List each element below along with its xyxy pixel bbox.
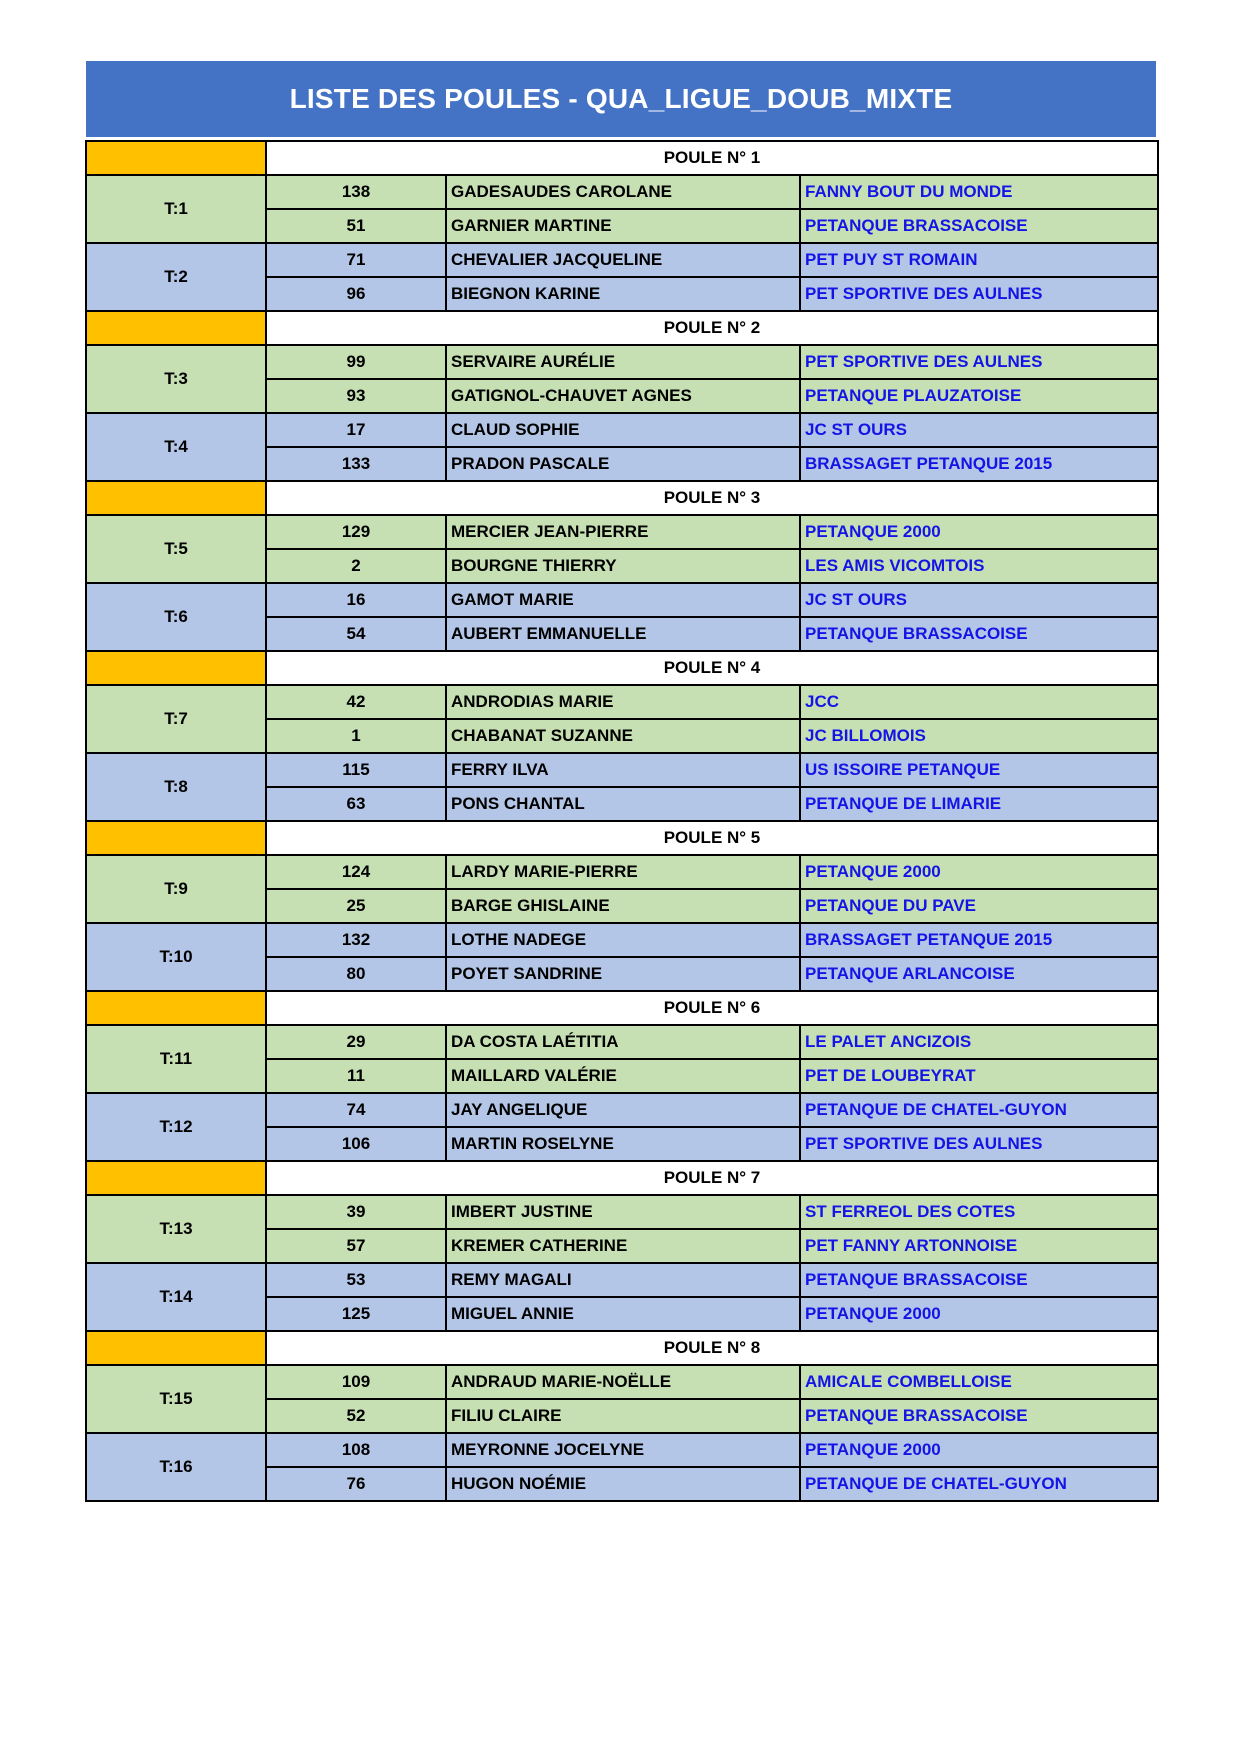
player-number: 16 [266,583,446,617]
player-row [86,243,1158,277]
club-name: AMICALE COMBELLOISE [800,1365,1158,1399]
player-number: 25 [266,889,446,923]
player-number: 115 [266,753,446,787]
club-name: JC BILLOMOIS [800,719,1158,753]
player-name: DA COSTA LAÉTITIA [446,1025,800,1059]
player-row [86,1195,1158,1229]
club-name: BRASSAGET PETANQUE 2015 [800,447,1158,481]
player-number: 76 [266,1467,446,1501]
club-name: PET SPORTIVE DES AULNES [800,1127,1158,1161]
team-label: T:7 [86,685,266,753]
club-name: PETANQUE DE CHATEL-GUYON [800,1467,1158,1501]
poule-marker [86,141,266,175]
club-name: PETANQUE ARLANCOISE [800,957,1158,991]
club-name: PETANQUE BRASSACOISE [800,209,1158,243]
poule-marker [86,1161,266,1195]
player-number: 93 [266,379,446,413]
player-name: LOTHE NADEGE [446,923,800,957]
team-label: T:11 [86,1025,266,1093]
player-number: 57 [266,1229,446,1263]
team-label: T:13 [86,1195,266,1263]
poules-table-body [86,141,1158,1501]
player-number: 96 [266,277,446,311]
page-title: LISTE DES POULES - QUA_LIGUE_DOUB_MIXTE [86,61,1156,137]
club-name: PETANQUE BRASSACOISE [800,1399,1158,1433]
player-number: 74 [266,1093,446,1127]
player-number: 51 [266,209,446,243]
poule-title: POULE N° 8 [266,1331,1158,1365]
team-label: T:12 [86,1093,266,1161]
player-name: CHEVALIER JACQUELINE [446,243,800,277]
poule-marker [86,311,266,345]
poule-marker [86,1331,266,1365]
player-number: 53 [266,1263,446,1297]
player-row [86,1025,1158,1059]
player-name: BARGE GHISLAINE [446,889,800,923]
team-label: T:2 [86,243,266,311]
poule-title: POULE N° 2 [266,311,1158,345]
poule-title: POULE N° 3 [266,481,1158,515]
club-name: LES AMIS VICOMTOIS [800,549,1158,583]
poule-header-row [86,1331,1158,1365]
player-name: IMBERT JUSTINE [446,1195,800,1229]
player-number: 132 [266,923,446,957]
player-name: ANDRODIAS MARIE [446,685,800,719]
club-name: JCC [800,685,1158,719]
player-number: 2 [266,549,446,583]
player-name: PRADON PASCALE [446,447,800,481]
club-name: JC ST OURS [800,413,1158,447]
player-name: FILIU CLAIRE [446,1399,800,1433]
club-name: PET SPORTIVE DES AULNES [800,277,1158,311]
club-name: FANNY BOUT DU MONDE [800,175,1158,209]
player-name: BOURGNE THIERRY [446,549,800,583]
poule-marker [86,821,266,855]
club-name: PETANQUE DE CHATEL-GUYON [800,1093,1158,1127]
poule-header-row [86,651,1158,685]
player-number: 138 [266,175,446,209]
club-name: PETANQUE 2000 [800,515,1158,549]
player-row [86,175,1158,209]
club-name: PETANQUE BRASSACOISE [800,1263,1158,1297]
poules-table [85,140,1159,1502]
player-row [86,1365,1158,1399]
team-label: T:10 [86,923,266,991]
poule-header-row [86,821,1158,855]
player-name: MARTIN ROSELYNE [446,1127,800,1161]
team-label: T:4 [86,413,266,481]
poule-header-row [86,991,1158,1025]
player-name: GARNIER MARTINE [446,209,800,243]
player-name: GATIGNOL-CHAUVET AGNES [446,379,800,413]
poule-marker [86,481,266,515]
player-number: 99 [266,345,446,379]
player-name: MEYRONNE JOCELYNE [446,1433,800,1467]
club-name: PETANQUE 2000 [800,855,1158,889]
player-name: GAMOT MARIE [446,583,800,617]
player-row [86,583,1158,617]
player-number: 125 [266,1297,446,1331]
poule-header-row [86,141,1158,175]
player-name: MERCIER JEAN-PIERRE [446,515,800,549]
player-name: LARDY MARIE-PIERRE [446,855,800,889]
player-number: 39 [266,1195,446,1229]
player-row [86,515,1158,549]
player-name: FERRY ILVA [446,753,800,787]
poule-marker [86,651,266,685]
player-name: MIGUEL ANNIE [446,1297,800,1331]
club-name: PET FANNY ARTONNOISE [800,1229,1158,1263]
player-number: 129 [266,515,446,549]
club-name: PET DE LOUBEYRAT [800,1059,1158,1093]
player-number: 71 [266,243,446,277]
player-number: 17 [266,413,446,447]
player-name: CHABANAT SUZANNE [446,719,800,753]
team-label: T:6 [86,583,266,651]
player-row [86,1093,1158,1127]
club-name: PET SPORTIVE DES AULNES [800,345,1158,379]
player-number: 80 [266,957,446,991]
team-label: T:16 [86,1433,266,1501]
team-label: T:15 [86,1365,266,1433]
player-name: HUGON NOÉMIE [446,1467,800,1501]
player-number: 29 [266,1025,446,1059]
player-name: KREMER CATHERINE [446,1229,800,1263]
player-number: 109 [266,1365,446,1399]
club-name: PETANQUE 2000 [800,1297,1158,1331]
team-label: T:3 [86,345,266,413]
poule-title: POULE N° 4 [266,651,1158,685]
player-name: AUBERT EMMANUELLE [446,617,800,651]
player-name: JAY ANGELIQUE [446,1093,800,1127]
player-number: 108 [266,1433,446,1467]
club-name: PETANQUE 2000 [800,1433,1158,1467]
poule-header-row [86,311,1158,345]
team-label: T:8 [86,753,266,821]
poule-header-row [86,1161,1158,1195]
player-name: CLAUD SOPHIE [446,413,800,447]
player-number: 42 [266,685,446,719]
player-name: MAILLARD VALÉRIE [446,1059,800,1093]
club-name: ST FERREOL DES COTES [800,1195,1158,1229]
player-number: 1 [266,719,446,753]
club-name: PETANQUE DE LIMARIE [800,787,1158,821]
player-number: 54 [266,617,446,651]
club-name: PETANQUE BRASSACOISE [800,617,1158,651]
player-name: PONS CHANTAL [446,787,800,821]
player-name: GADESAUDES CAROLANE [446,175,800,209]
player-row [86,1433,1158,1467]
club-name: PETANQUE DU PAVE [800,889,1158,923]
player-name: ANDRAUD MARIE-NOËLLE [446,1365,800,1399]
poule-title: POULE N° 7 [266,1161,1158,1195]
player-row [86,923,1158,957]
player-name: BIEGNON KARINE [446,277,800,311]
player-row [86,855,1158,889]
club-name: JC ST OURS [800,583,1158,617]
player-number: 106 [266,1127,446,1161]
team-label: T:1 [86,175,266,243]
player-name: SERVAIRE AURÉLIE [446,345,800,379]
club-name: US ISSOIRE PETANQUE [800,753,1158,787]
poule-title: POULE N° 5 [266,821,1158,855]
player-number: 52 [266,1399,446,1433]
poule-title: POULE N° 1 [266,141,1158,175]
club-name: PETANQUE PLAUZATOISE [800,379,1158,413]
player-row [86,413,1158,447]
poule-marker [86,991,266,1025]
player-row [86,685,1158,719]
poule-header-row [86,481,1158,515]
team-label: T:5 [86,515,266,583]
player-name: POYET SANDRINE [446,957,800,991]
player-row [86,345,1158,379]
player-number: 133 [266,447,446,481]
club-name: BRASSAGET PETANQUE 2015 [800,923,1158,957]
player-row [86,753,1158,787]
team-label: T:9 [86,855,266,923]
player-number: 124 [266,855,446,889]
player-name: REMY MAGALI [446,1263,800,1297]
player-row [86,1263,1158,1297]
club-name: PET PUY ST ROMAIN [800,243,1158,277]
poule-title: POULE N° 6 [266,991,1158,1025]
club-name: LE PALET ANCIZOIS [800,1025,1158,1059]
player-number: 63 [266,787,446,821]
player-number: 11 [266,1059,446,1093]
team-label: T:14 [86,1263,266,1331]
